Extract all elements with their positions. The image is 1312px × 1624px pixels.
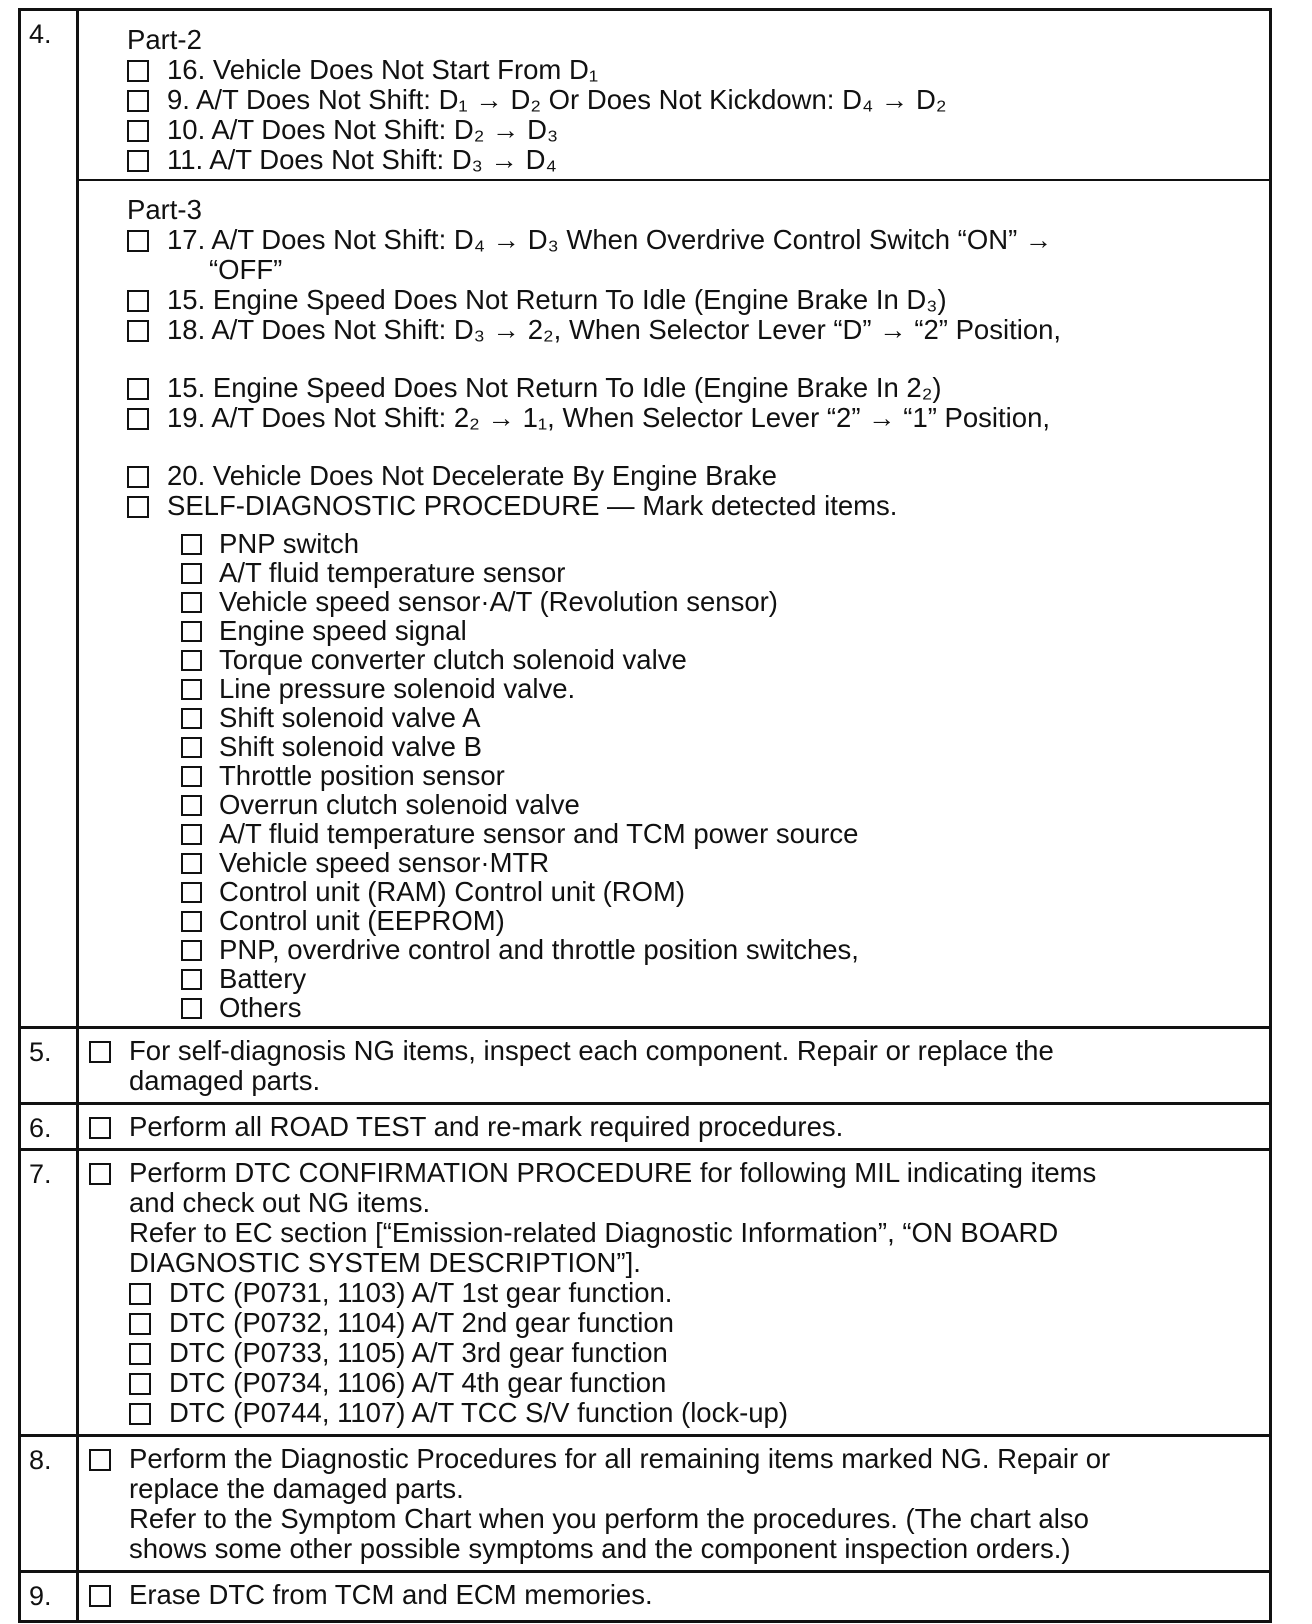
list-item: Vehicle speed sensor·MTR bbox=[181, 848, 1261, 877]
part-title: Part-3 bbox=[127, 194, 202, 225]
list-item: DTC (P0732, 1104) A/T 2nd gear function bbox=[129, 1308, 1261, 1338]
list-item: 19. A/T Does Not Shift: 2₂ → 1₁, When Selector Lever “2” → “1” Position, bbox=[127, 403, 1261, 433]
checkbox[interactable] bbox=[129, 1373, 151, 1395]
list-item: DTC (P0744, 1107) A/T TCC S/V function (lock-up) bbox=[129, 1398, 1261, 1428]
checkbox[interactable] bbox=[181, 708, 202, 729]
list-item-continuation: “OFF” bbox=[209, 254, 283, 285]
list-item: Shift solenoid valve B bbox=[181, 732, 1261, 761]
table-row bbox=[21, 1434, 1269, 1570]
checkbox[interactable] bbox=[127, 290, 149, 312]
list-item: Vehicle speed sensor·A/T (Revolution sensor) bbox=[181, 587, 1261, 616]
list-item: PNP, overdrive control and throttle position switches, bbox=[181, 935, 1261, 964]
list-item: Throttle position sensor bbox=[181, 761, 1261, 790]
part-3-section bbox=[79, 179, 1269, 1026]
step-number: 5. bbox=[21, 1029, 79, 1102]
list-item: 15. Engine Speed Does Not Return To Idle (Engine Brake In D₃) bbox=[127, 285, 1261, 315]
list-item: 10. A/T Does Not Shift: D₂ → D₃ bbox=[127, 115, 1261, 145]
checkbox[interactable] bbox=[181, 795, 202, 816]
list-item: Engine speed signal bbox=[181, 616, 1261, 645]
checkbox[interactable] bbox=[181, 824, 202, 845]
list-item: Battery bbox=[181, 964, 1261, 993]
step-content: For self-diagnosis NG items, inspect each component. Repair or replace the damaged parts. bbox=[79, 1029, 1269, 1102]
checkbox[interactable] bbox=[127, 378, 149, 400]
table-row bbox=[21, 11, 1269, 1026]
checkbox[interactable] bbox=[127, 230, 149, 252]
checkbox[interactable] bbox=[181, 679, 202, 700]
checkbox[interactable] bbox=[129, 1343, 151, 1365]
list-item: 17. A/T Does Not Shift: D₄ → D₃ When Overdrive Control Switch “ON” → bbox=[127, 225, 1261, 255]
checkbox[interactable] bbox=[181, 969, 202, 990]
checkbox[interactable] bbox=[181, 853, 202, 874]
checkbox[interactable] bbox=[127, 90, 149, 112]
step-content: Perform all ROAD TEST and re-mark required procedures. bbox=[79, 1105, 1269, 1148]
list-item: 11. A/T Does Not Shift: D₃ → D₄ bbox=[127, 145, 1261, 175]
list-item: DTC (P0731, 1103) A/T 1st gear function. bbox=[129, 1278, 1261, 1308]
step-number: 7. bbox=[21, 1151, 79, 1434]
list-item: DTC (P0733, 1105) A/T 3rd gear function bbox=[129, 1338, 1261, 1368]
list-item: DTC (P0734, 1106) A/T 4th gear function bbox=[129, 1368, 1261, 1398]
list-item: Others bbox=[181, 993, 1261, 1022]
list-item: A/T fluid temperature sensor bbox=[181, 558, 1261, 587]
table-row bbox=[21, 1148, 1269, 1434]
list-item: Overrun clutch solenoid valve bbox=[181, 790, 1261, 819]
list-item: 9. A/T Does Not Shift: D₁ → D₂ Or Does Not Kickdown: D₄ → D₂ bbox=[127, 85, 1261, 115]
step-content: Perform the Diagnostic Procedures for all remaining items marked NG. Repair or replace the damaged parts. Refer to the Symptom Chart when you perform the procedures. (The chart also shows some other possible symptoms and the component inspection orders.) bbox=[79, 1437, 1269, 1570]
checkbox[interactable] bbox=[181, 650, 202, 671]
list-item: 18. A/T Does Not Shift: D₃ → 2₂, When Selector Lever “D” → “2” Position, bbox=[127, 315, 1261, 345]
checkbox[interactable] bbox=[89, 1163, 111, 1185]
checkbox[interactable] bbox=[181, 882, 202, 903]
checkbox[interactable] bbox=[127, 320, 149, 342]
list-item: Torque converter clutch solenoid valve bbox=[181, 645, 1261, 674]
part-title: Part-2 bbox=[127, 24, 202, 55]
self-diagnostic-list bbox=[127, 529, 1261, 1022]
checkbox[interactable] bbox=[129, 1403, 151, 1425]
checkbox[interactable] bbox=[127, 466, 149, 488]
table-row bbox=[21, 1102, 1269, 1148]
checkbox[interactable] bbox=[129, 1283, 151, 1305]
step-number: 6. bbox=[21, 1105, 79, 1148]
checkbox[interactable] bbox=[181, 563, 202, 584]
step-number: 8. bbox=[21, 1437, 79, 1570]
checkbox[interactable] bbox=[89, 1449, 111, 1471]
checkbox[interactable] bbox=[89, 1117, 111, 1139]
list-item: 15. Engine Speed Does Not Return To Idle (Engine Brake In 2₂) bbox=[127, 373, 1261, 403]
checkbox[interactable] bbox=[181, 534, 202, 555]
checkbox[interactable] bbox=[89, 1041, 111, 1063]
dtc-list bbox=[89, 1278, 1261, 1428]
list-item: 16. Vehicle Does Not Start From D₁ bbox=[127, 55, 1261, 85]
checkbox[interactable] bbox=[129, 1313, 151, 1335]
table-row bbox=[21, 1026, 1269, 1102]
checkbox[interactable] bbox=[127, 60, 149, 82]
checkbox[interactable] bbox=[181, 998, 202, 1019]
checkbox[interactable] bbox=[181, 592, 202, 613]
checkbox[interactable] bbox=[127, 150, 149, 172]
part-2-section bbox=[79, 11, 1269, 179]
checkbox[interactable] bbox=[181, 621, 202, 642]
list-item: A/T fluid temperature sensor and TCM power source bbox=[181, 819, 1261, 848]
list-item: SELF-DIAGNOSTIC PROCEDURE — Mark detected items. bbox=[127, 491, 1261, 521]
checkbox[interactable] bbox=[89, 1585, 111, 1607]
checkbox[interactable] bbox=[127, 120, 149, 142]
step-number: 9. bbox=[21, 1573, 79, 1620]
step-content: Erase DTC from TCM and ECM memories. bbox=[79, 1573, 1269, 1620]
list-item: PNP switch bbox=[181, 529, 1261, 558]
list-item: Control unit (EEPROM) bbox=[181, 906, 1261, 935]
checkbox[interactable] bbox=[181, 766, 202, 787]
step-content bbox=[79, 11, 1269, 1026]
list-item: Control unit (RAM) Control unit (ROM) bbox=[181, 877, 1261, 906]
step-number: 4. bbox=[21, 11, 79, 1026]
list-item: Shift solenoid valve A bbox=[181, 703, 1261, 732]
step-content: Perform DTC CONFIRMATION PROCEDURE for following MIL indicating items and check out NG items. Refer to EC section [“Emission-related Diagnostic Information”, “ON BOARD DIAGNOSTIC SYSTEM DESCRIPTION”]. DTC (P0731, 1103) A/T 1st gear function. DTC (P0732, 1104) A/T 2nd gear function DTC (P0733, 1105) A/T 3rd gear function DTC (P0734, 1106) A/T 4th gear function DTC (P0744, 1107) A/T TCC S/V function (lock-up) bbox=[79, 1151, 1269, 1434]
checkbox[interactable] bbox=[181, 940, 202, 961]
checkbox[interactable] bbox=[181, 737, 202, 758]
table-row bbox=[21, 1570, 1269, 1620]
checkbox[interactable] bbox=[127, 496, 149, 518]
checklist-table bbox=[18, 8, 1272, 1623]
list-item: 20. Vehicle Does Not Decelerate By Engine Brake bbox=[127, 461, 1261, 491]
checkbox[interactable] bbox=[181, 911, 202, 932]
checkbox[interactable] bbox=[127, 408, 149, 430]
list-item: Line pressure solenoid valve. bbox=[181, 674, 1261, 703]
